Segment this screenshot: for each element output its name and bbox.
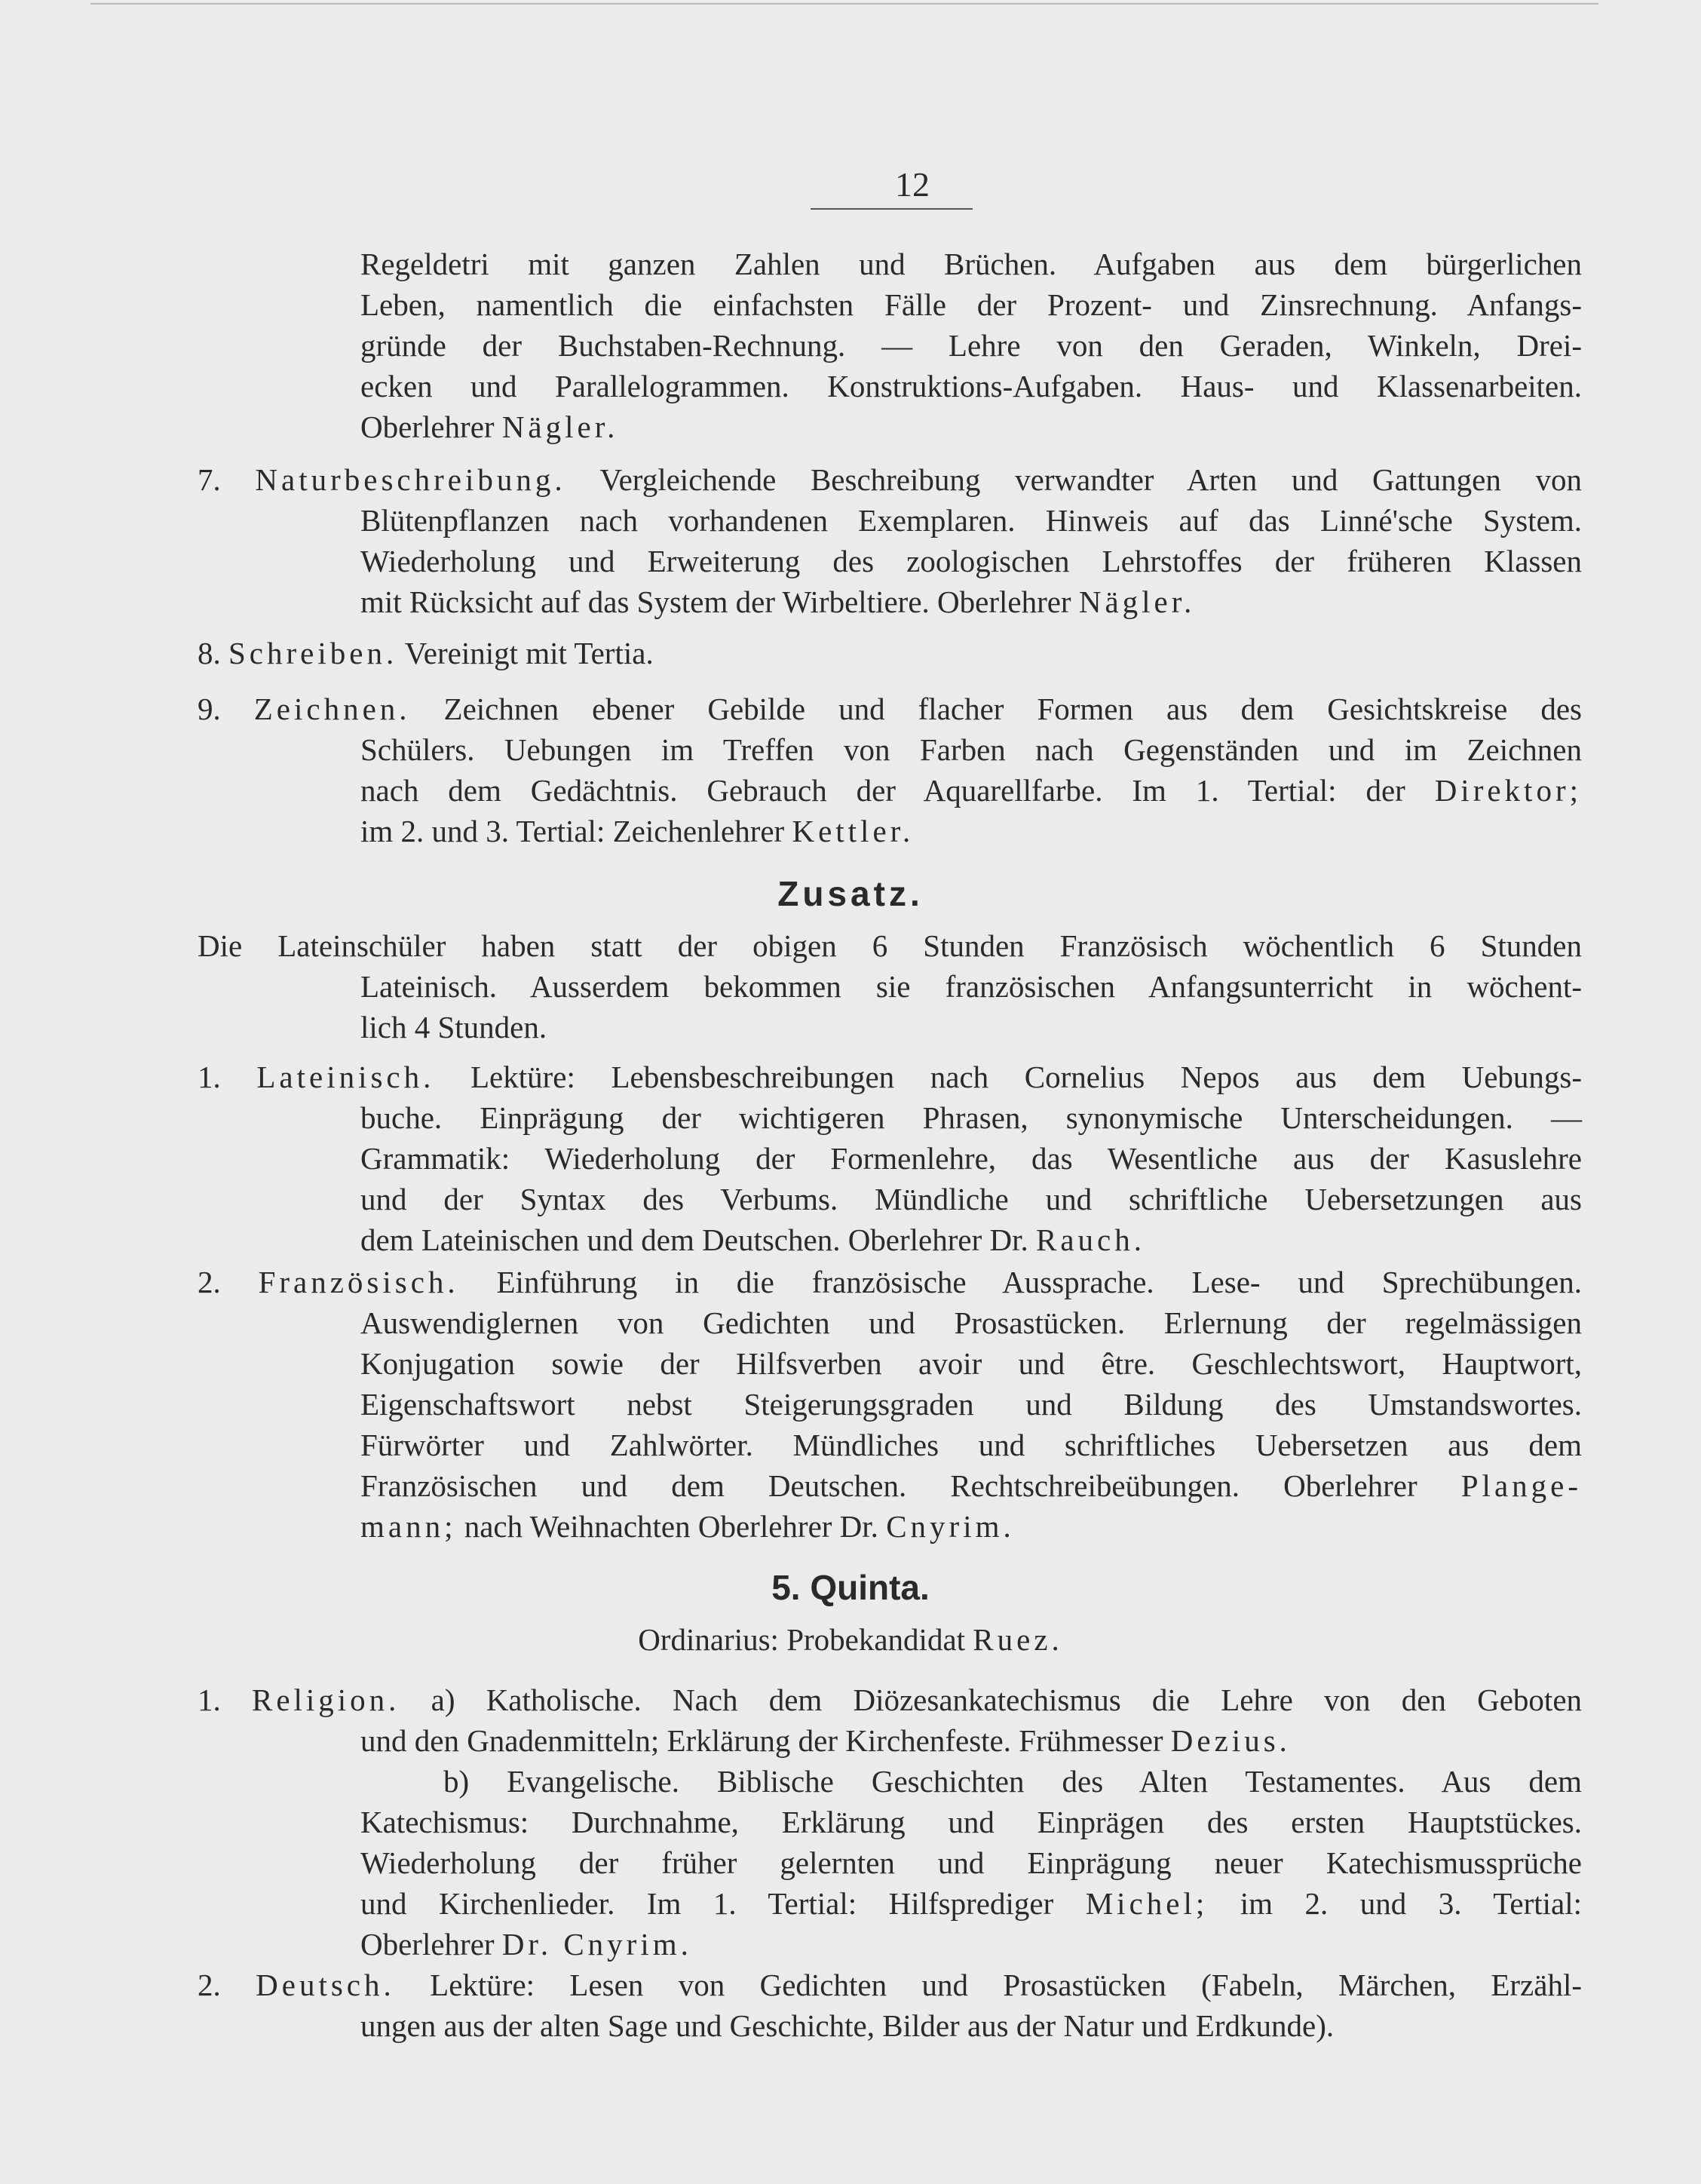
text-line: Wiederholung der früher gelernten und Einprägung neuer Katechismussprüche: [360, 1845, 1582, 1880]
item-9-line: [198, 688, 1582, 730]
text-line: Lateinisch. Ausserdem bekommen sie französischen Anfangsunterricht in wöchent-: [360, 969, 1582, 1004]
text-fragment: und den Gnadenmitteln; Erklärung der Kirchenfeste. Frühmesser: [360, 1723, 1171, 1758]
text-fragment: Vergleichende Beschreibung verwandter Arten und Gattungen von: [565, 462, 1582, 497]
text-line: [360, 1923, 1582, 1965]
text-fragment: mit Rücksicht auf das System der Wirbeltiere. Oberlehrer: [360, 584, 1079, 619]
item-number: 7.: [198, 462, 221, 497]
section-heading-quinta: 5. Quinta.: [771, 1568, 930, 1607]
text-line: Die Lateinschüler haben statt der obigen 6 Stunden Französisch wöchentlich 6 Stunden: [198, 928, 1582, 963]
text-fragment: im 2. und 3. Tertial: Zeichenlehrer: [360, 814, 792, 848]
text-line: Eigenschaftswort nebst Steigerungsgraden und Bildung des Umstandswortes.: [360, 1387, 1582, 1422]
item-number: 1.: [198, 1060, 221, 1094]
subject-name: Zeichnen.: [253, 692, 411, 726]
text-line: b) Evangelische. Biblische Geschichten des Alten Testamentes. Aus dem: [443, 1764, 1582, 1799]
text-line: Auswendiglernen von Gedichten und Prosastücken. Erlernung der regelmässigen: [360, 1305, 1582, 1340]
text-line: [360, 1719, 1582, 1762]
teacher-name: Direktor;: [1434, 773, 1582, 808]
section-heading-zusatz: Zusatz.: [777, 874, 924, 913]
text-line: ecken und Parallelogrammen. Konstruktions-Aufgaben. Haus- und Klassenarbeiten.: [360, 369, 1582, 403]
text-fragment: Lektüre: Lebensbeschreibungen nach Cornelius Nepos aus dem Uebungs-: [434, 1060, 1582, 1094]
text-line: [360, 1882, 1582, 1925]
zusatz-1-line: [198, 1056, 1582, 1098]
text-line: [360, 1465, 1582, 1507]
text-line: [360, 581, 1582, 623]
teacher-name: Dezius.: [1170, 1723, 1291, 1758]
top-edge-rule: [90, 3, 1598, 5]
text-fragment: a) Katholische. Nach dem Diözesankatechismus die Lehre von den Geboten: [400, 1682, 1583, 1717]
teacher-name: Dr. Cnyrim.: [501, 1927, 692, 1962]
teacher-name: Nägler.: [1078, 584, 1196, 619]
subject-name: Naturbeschreibung.: [255, 462, 566, 497]
text-line: [360, 769, 1582, 811]
text-line: [360, 1505, 1582, 1548]
teacher-name: mann;: [360, 1509, 457, 1544]
text-fragment: Zeichnen ebener Gebilde und flacher Formen aus dem Gesichtskreise des: [410, 692, 1583, 726]
item-number: 9.: [198, 692, 221, 726]
text-line: [360, 1219, 1582, 1261]
religion-line: [198, 1679, 1582, 1721]
item-number: 2.: [198, 1968, 221, 2002]
text-fragment: nach Weihnachten Oberlehrer Dr.: [456, 1509, 887, 1544]
text-fragment: Vereinigt mit Tertia.: [397, 636, 654, 670]
teacher-name: Ruez.: [973, 1622, 1063, 1657]
text-line: lich 4 Stunden.: [360, 1010, 547, 1044]
text-fragment: Ordinarius: Probekandidat: [638, 1622, 973, 1657]
teacher-name: Rauch.: [1036, 1222, 1145, 1257]
deutsch-line: [198, 1964, 1582, 2006]
text-fragment: Einführung in die französische Aussprache. Lese- und Sprechübungen.: [458, 1265, 1582, 1299]
text-line: gründe der Buchstaben-Rechnung. — Lehre von den Geraden, Winkeln, Drei-: [360, 328, 1582, 363]
text-fragment: nach dem Gedächtnis. Gebrauch der Aquarellfarbe. Im 1. Tertial: der: [360, 773, 1435, 808]
zusatz-2-line: [198, 1261, 1582, 1303]
subject-name: Lateinisch.: [256, 1060, 435, 1094]
text-line: Regeldetri mit ganzen Zahlen und Brüchen. Aufgaben aus dem bürgerlichen: [360, 247, 1582, 281]
text-fragment: und Kirchenlieder. Im 1. Tertial: Hilfsprediger: [360, 1886, 1086, 1921]
subject-name: Schreiben.: [228, 636, 398, 670]
text-fragment: dem Lateinischen und dem Deutschen. Oberlehrer Dr.: [360, 1222, 1036, 1257]
text-line: [360, 810, 1582, 852]
text-line: [360, 406, 1582, 448]
subject-name: Französisch.: [258, 1265, 459, 1299]
teacher-name: Plange-: [1460, 1468, 1582, 1503]
text-line: und der Syntax des Verbums. Mündliche und schriftliche Uebersetzungen aus: [360, 1182, 1582, 1216]
item-number: 2.: [198, 1265, 221, 1299]
page-number: 12: [895, 165, 930, 204]
text-fragment: Lektüre: Lesen von Gedichten und Prosastücken (Fabeln, Märchen, Erzähl-: [394, 1968, 1582, 2002]
text-line: buche. Einprägung der wichtigeren Phrasen, synonymische Unterscheidungen. —: [360, 1100, 1582, 1135]
item-7-line: [198, 459, 1582, 501]
subject-name: Deutsch.: [256, 1968, 395, 2002]
text-fragment: Oberlehrer: [360, 1927, 502, 1962]
text-line: Schülers. Uebungen im Treffen von Farben nach Gegenständen und im Zeichnen: [360, 732, 1582, 767]
text-fragment: im 2. und 3. Tertial:: [1208, 1886, 1583, 1921]
ordinarius-line: [0, 1621, 1701, 1658]
item-number: 1.: [198, 1682, 221, 1717]
item-number: 8.: [198, 636, 221, 670]
text-line: Leben, namentlich die einfachsten Fälle der Prozent- und Zinsrechnung. Anfangs-: [360, 287, 1582, 322]
text-line: ungen aus der alten Sage und Geschichte, Bilder aus der Natur und Erdkunde).: [360, 2008, 1335, 2043]
teacher-name: Cnyrim.: [886, 1509, 1015, 1544]
text-line: Konjugation sowie der Hilfsverben avoir und être. Geschlechtswort, Hauptwort,: [360, 1346, 1582, 1381]
page-number-rule: [811, 208, 973, 210]
teacher-name: Nägler.: [501, 410, 619, 444]
text-fragment: Oberlehrer: [360, 410, 502, 444]
subject-name: Religion.: [251, 1682, 400, 1717]
text-line: Wiederholung und Erweiterung des zoologischen Lehrstoffes der früheren Klassen: [360, 544, 1582, 578]
teacher-name: Michel;: [1085, 1886, 1209, 1921]
text-fragment: Französischen und dem Deutschen. Rechtschreibeübungen. Oberlehrer: [360, 1468, 1461, 1503]
text-line: Blütenpflanzen nach vorhandenen Exemplaren. Hinweis auf das Linné'sche System.: [360, 503, 1582, 538]
text-line: Katechismus: Durchnahme, Erklärung und Einprägen des ersten Hauptstückes.: [360, 1805, 1582, 1839]
text-line: Fürwörter und Zahlwörter. Mündliches und schriftliches Uebersetzen aus dem: [360, 1428, 1582, 1462]
item-8-line: [198, 632, 1582, 674]
teacher-name: Kettler.: [792, 814, 915, 848]
text-line: Grammatik: Wiederholung der Formenlehre, das Wesentliche aus der Kasuslehre: [360, 1141, 1582, 1176]
